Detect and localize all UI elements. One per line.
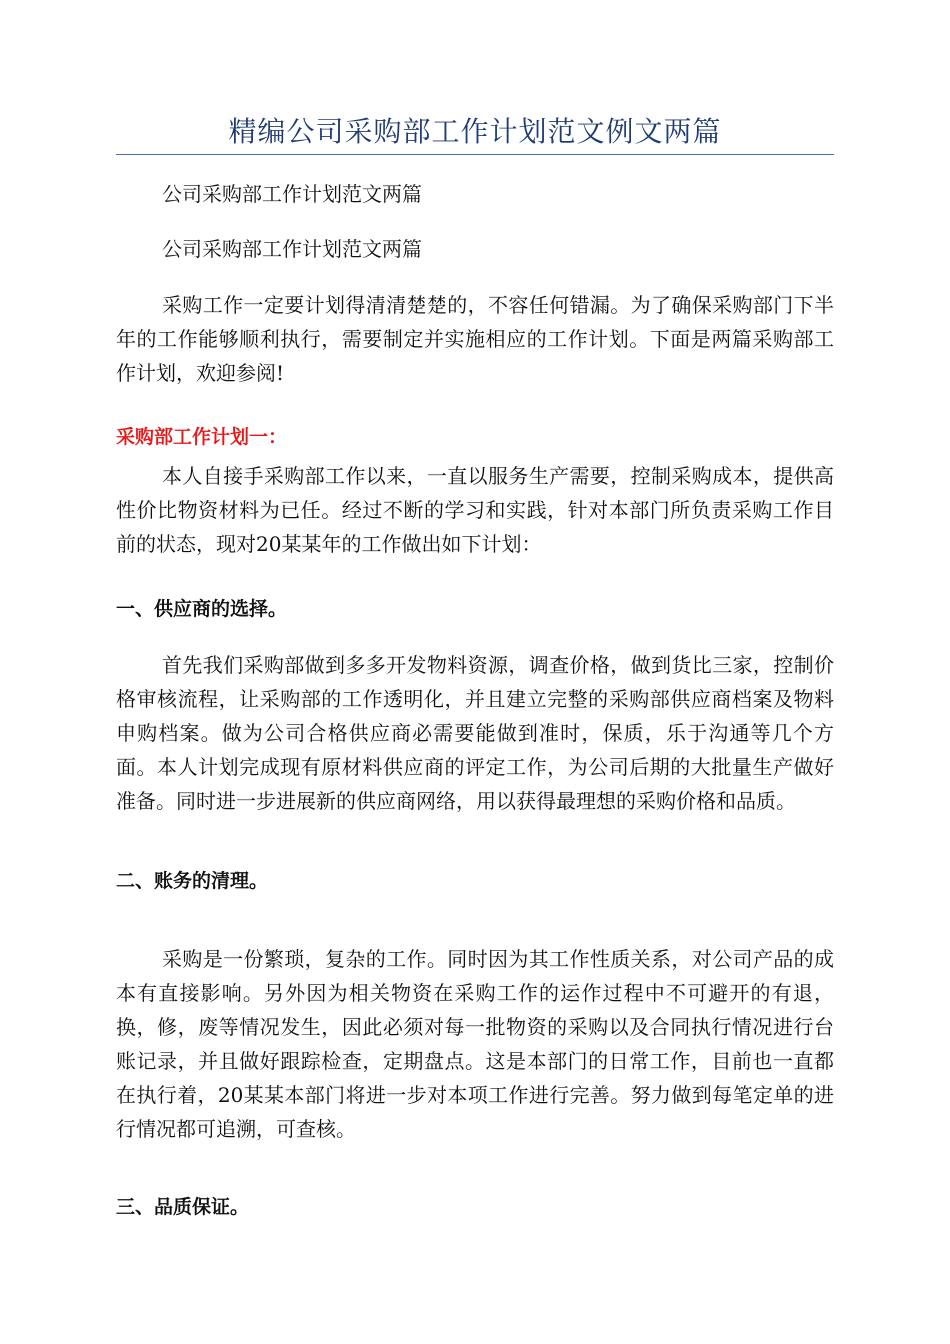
plan1-intro-paragraph: 本人自接手采购部工作以来，一直以服务生产需要，控制采购成本，提供高性价比物资材料为已任。经过不断的学习和实践，针对本部门所负责采购工作目前的状态，现对20某某年的工作做出如下计划： (116, 464, 834, 556)
subtitle-line-2: 公司采购部工作计划范文两篇 (162, 237, 422, 261)
intro-paragraph: 采购工作一定要计划得清清楚楚的，不容任何错漏。为了确保采购部门下半年的工作能够顺利执行，需要制定并实施相应的工作计划。下面是两篇采购部工作计划，欢迎参阅! (116, 293, 834, 385)
plan1-heading: 采购部工作计划一： (116, 426, 288, 448)
section1-heading: 一、供应商的选择。 (116, 598, 288, 620)
section1-paragraph: 首先我们采购部做到多多开发物料资源，调查价格，做到货比三家，控制价格审核流程，让采购部的工作透明化，并且建立完整的采购部供应商档案及物料申购档案。做为公司合格供应商必需要能做到准时，保质，乐于沟通等几个方面。本人计划完成现有原材料供应商的评定工作，为公司后期的大批量生产做好准备。同时进一步进展新的供应商网络，用以获得最理想的采购价格和品质。 (116, 653, 834, 813)
section2-paragraph: 采购是一份繁琐，复杂的工作。同时因为其工作性质关系，对公司产品的成本有直接影响。另外因为相关物资在采购工作的运作过程中不可避开的有退，换，修，废等情况发生，因此必须对每一批物资的采购以及合同执行情况进行台账记录，并且做好跟踪检查，定期盘点。这是本部门的日常工作，目前也一直都在执行着，20某某本部门将进一步对本项工作进行完善。努力做到每笔定单的进行情况都可追溯，可查核。 (116, 947, 834, 1141)
title-underline (116, 154, 834, 155)
section2-heading: 二、账务的清理。 (116, 870, 269, 892)
subtitle-line-1: 公司采购部工作计划范文两篇 (162, 182, 422, 206)
section3-heading: 三、品质保证。 (116, 1196, 250, 1218)
document-title: 精编公司采购部工作计划范文例文两篇 (228, 115, 722, 148)
